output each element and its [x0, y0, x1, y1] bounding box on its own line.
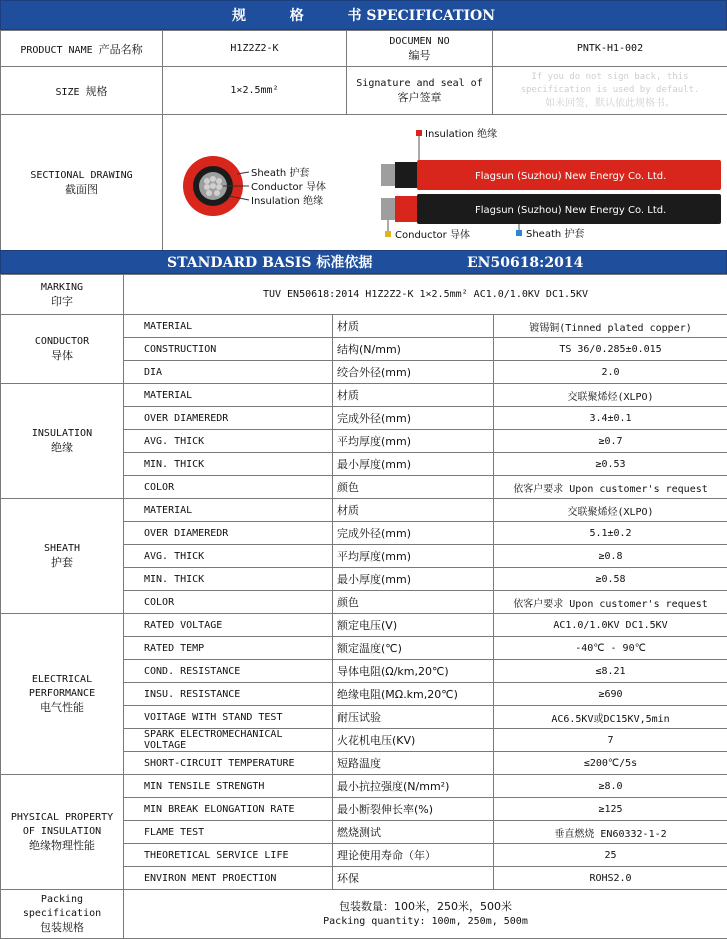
group-label: ELECTRICAL PERFORMANCE 电气性能: [1, 614, 124, 775]
cross-sheath-label: Sheath 护套: [251, 167, 310, 179]
property-name-zh: 最小抗拉强度(N/mm²): [333, 775, 494, 798]
property-name-en: MIN. THICK: [124, 453, 333, 476]
property-name-zh: 最小断裂伸长率(%): [333, 798, 494, 821]
property-name-en: AVG. THICK: [124, 545, 333, 568]
property-value: 依客户要求 Upon customer's request: [494, 476, 727, 499]
property-name-zh: 最小厚度(mm): [333, 568, 494, 591]
property-name-en: MIN. THICK: [124, 568, 333, 591]
property-name-zh: 环保: [333, 867, 494, 890]
property-name-zh: 绝缘电阻(MΩ.km,20℃): [333, 683, 494, 706]
property-name-en: OVER DIAMEREDR: [124, 407, 333, 430]
document-no-label: DOCUMEN NO 编号: [347, 31, 493, 67]
property-name-zh: 完成外径(mm): [333, 407, 494, 430]
property-value: ≥8.0: [494, 775, 727, 798]
property-name-en: AVG. THICK: [124, 430, 333, 453]
property-name-en: INSU. RESISTANCE: [124, 683, 333, 706]
title-zh-3: 书: [347, 8, 362, 24]
standard-basis-value: EN50618:2014: [467, 255, 584, 271]
spec-row: [1, 614, 727, 637]
property-value: 交联聚烯烃(XLPO): [494, 499, 727, 522]
property-name-en: OVER DIAMEREDR: [124, 522, 333, 545]
property-name-zh: 平均厚度(mm): [333, 430, 494, 453]
marking-value: TUV EN50618:2014 H1Z2Z2-K 1×2.5mm² AC1.0/1.0KV DC1.5KV: [124, 275, 727, 315]
property-name-zh: 导体电阻(Ω/km,20℃): [333, 660, 494, 683]
property-name-zh: 短路温度: [333, 752, 494, 775]
property-name-en: COND. RESISTANCE: [124, 660, 333, 683]
property-name-en: CONSTRUCTION: [124, 338, 333, 361]
property-name-en: MATERIAL: [124, 384, 333, 407]
property-value: ≤8.21: [494, 660, 727, 683]
spec-row: [1, 315, 727, 338]
property-name-zh: 平均厚度(mm): [333, 545, 494, 568]
packing-value: 包装数量：100米，250米，500米 Packing quantity: 100m, 250m, 500m: [124, 890, 727, 939]
property-name-zh: 耐压试验: [333, 706, 494, 729]
property-value: ≥125: [494, 798, 727, 821]
property-name-zh: 材质: [333, 315, 494, 338]
standard-basis-label: STANDARD BASIS 标准依据: [167, 255, 373, 271]
product-name-value: H1Z2Z2-K: [163, 31, 347, 67]
property-name-en: THEORETICAL SERVICE LIFE: [124, 844, 333, 867]
property-value: 垂直燃烧 EN60332-1-2: [494, 821, 727, 844]
property-name-zh: 燃烧测试: [333, 821, 494, 844]
cable-cross-section: [183, 156, 249, 216]
property-name-zh: 最小厚度(mm): [333, 453, 494, 476]
spec-row: [1, 499, 727, 522]
cable-side-view: [381, 130, 721, 237]
signature-field[interactable]: If you do not sign back, this specification is used by default. 如未回签，默认依此规格书。: [493, 67, 727, 115]
side-insulation-label: Insulation 绝缘: [425, 128, 498, 140]
title-en: SPECIFICATION: [366, 8, 496, 24]
property-name-en: MIN BREAK ELONGATION RATE: [124, 798, 333, 821]
property-value: 镀锡铜(Tinned plated copper): [494, 315, 727, 338]
packing-label: Packing specification 包装规格: [1, 890, 124, 939]
property-name-zh: 材质: [333, 499, 494, 522]
property-name-en: FLAME TEST: [124, 821, 333, 844]
property-value: 交联聚烯烃(XLPO): [494, 384, 727, 407]
property-name-en: SPARK ELECTROMECHANICAL VOLTAGE: [124, 729, 333, 752]
property-name-zh: 火花机电压(KV): [333, 729, 494, 752]
property-value: 依客户要求 Upon customer's request: [494, 591, 727, 614]
title-zh-1: 规: [231, 8, 246, 24]
property-value: 25: [494, 844, 727, 867]
property-name-en: DIA: [124, 361, 333, 384]
property-name-en: ENVIRON MENT PROECTION: [124, 867, 333, 890]
cross-conductor-label: Conductor 导体: [251, 181, 326, 193]
title-bar: [0, 0, 727, 30]
group-label: CONDUCTOR 导体: [1, 315, 124, 384]
title-zh-2: 格: [289, 8, 304, 24]
group-label: INSULATION 绝缘: [1, 384, 124, 499]
property-value: ≥0.58: [494, 568, 727, 591]
property-value: ≥690: [494, 683, 727, 706]
spec-row: [1, 384, 727, 407]
property-value: ≥0.7: [494, 430, 727, 453]
cable1-print: Flagsun (Suzhou) New Energy Co. Ltd.: [475, 170, 667, 182]
property-value: -40℃ - 90℃: [494, 637, 727, 660]
property-name-en: SHORT-CIRCUIT TEMPERATURE: [124, 752, 333, 775]
sectional-drawing-label: SECTIONAL DRAWING 截面图: [1, 115, 163, 251]
property-name-zh: 理论使用寿命（年）: [333, 844, 494, 867]
spec-table: [0, 274, 727, 890]
property-value: TS 36/0.285±0.015: [494, 338, 727, 361]
sectional-drawing-cell: [163, 115, 727, 251]
packing-table: [0, 889, 727, 939]
sectional-drawing: [163, 116, 727, 250]
marking-label: MARKING 印字: [1, 275, 124, 315]
property-value: ≤200℃/5s: [494, 752, 727, 775]
product-name-label: PRODUCT NAME 产品名称: [1, 31, 163, 67]
property-name-zh: 结构(N/mm): [333, 338, 494, 361]
group-label: PHYSICAL PROPERTY OF INSULATION 绝缘物理性能: [1, 775, 124, 890]
property-name-en: VOITAGE WITH STAND TEST: [124, 706, 333, 729]
property-name-zh: 材质: [333, 384, 494, 407]
property-name-zh: 颜色: [333, 591, 494, 614]
property-name-en: RATED VOLTAGE: [124, 614, 333, 637]
cable2-print: Flagsun (Suzhou) New Energy Co. Ltd.: [475, 204, 667, 216]
property-value: AC1.0/1.0KV DC1.5KV: [494, 614, 727, 637]
spec-row: [1, 775, 727, 798]
property-value: ≥0.8: [494, 545, 727, 568]
property-value: 3.4±0.1: [494, 407, 727, 430]
property-name-zh: 完成外径(mm): [333, 522, 494, 545]
document-no-value: PNTK-H1-002: [493, 31, 727, 67]
property-name-en: RATED TEMP: [124, 637, 333, 660]
signature-label: Signature and seal of 客户签章: [347, 67, 493, 115]
property-value: 5.1±0.2: [494, 522, 727, 545]
side-sheath-label: Sheath 护套: [526, 228, 585, 240]
side-conductor-label: Conductor 导体: [395, 229, 470, 241]
property-name-en: MATERIAL: [124, 315, 333, 338]
group-label: SHEATH 护套: [1, 499, 124, 614]
property-name-en: COLOR: [124, 476, 333, 499]
property-name-zh: 额定温度(℃): [333, 637, 494, 660]
standard-basis-bar: [0, 250, 727, 274]
property-value: 2.0: [494, 361, 727, 384]
property-value: AC6.5KV或DC15KV,5min: [494, 706, 727, 729]
property-name-en: MIN TENSILE STRENGTH: [124, 775, 333, 798]
property-value: 7: [494, 729, 727, 752]
cross-insulation-label: Insulation 绝缘: [251, 195, 324, 207]
property-name-zh: 绞合外径(mm): [333, 361, 494, 384]
property-name-zh: 颜色: [333, 476, 494, 499]
property-name-en: MATERIAL: [124, 499, 333, 522]
property-name-en: COLOR: [124, 591, 333, 614]
property-name-zh: 额定电压(V): [333, 614, 494, 637]
header-table: [0, 30, 727, 251]
property-value: ≥0.53: [494, 453, 727, 476]
size-label: SIZE 规格: [1, 67, 163, 115]
size-value: 1×2.5mm²: [163, 67, 347, 115]
property-value: ROHS2.0: [494, 867, 727, 890]
